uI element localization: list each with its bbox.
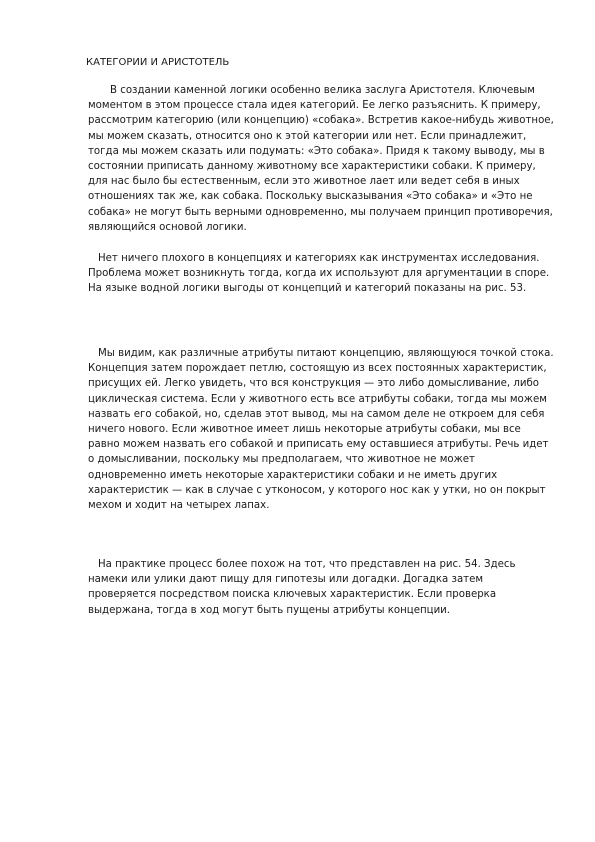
paragraph-practice-process: На практике процесс более похож на тот, что представлен на рис. 54. Здесь намеки или улики дают пищу для гипотезы или догадки. Догадка затем проверяется посредством поиска ключевых характеристик. Если проверка выдержана, тогда в ход могут быть пущены атрибуты концепции. [88,559,516,616]
document-title: КАТЕГОРИИ И АРИСТОТЕЛЬ [86,57,230,68]
paragraph-attributes-loop: Мы видим, как различные атрибуты питают концепцию, являющуюся точкой стока. Концепция затем порождает петлю, состоящую из всех постоянных характеристик, присущих ей. Легко увидеть, что вся конструкция — это либо домысливание, либо циклическая система. Если у животного есть все атрибуты собаки, тогда мы можем назвать его собакой, но, сделав этот вывод, мы на самом деле не откроем для себя ничего нового. Если животное имеет лишь некоторые атрибуты собаки, мы все равно можем назвать его собакой и приписать ему оставшиеся атрибуты. Речь идет о домысливании, поскольку мы предполагаем, что животное не может одновременно иметь некоторые характеристики собаки и не иметь других характеристик — как в случае с утконосом, у которого нос как у утки, но он покрыт мехом и ходит на четырех лапах. [88,348,554,512]
paragraph-categories-intro: В создании каменной логики особенно велика заслуга Аристотеля. Ключевым моментом в этом процессе стала идея категорий. Ее легко разъяснить. К примеру, рассмотрим категорию (или концепцию) «собака». Встретив какое-нибудь животное, мы можем сказать, относится оно к этой категории или нет. Если принадлежит, тогда мы можем сказать или подумать: «Это собака». Придя к такому выводу, мы в состоянии приписать данному животному все характеристики собаки. К примеру, для нас было бы естественным, если это животное лает или ведет себя в иных отношениях так же, как собака. Поскольку высказывания «Это собака» и «Это не собака» не могут быть верными одновременно, мы получаем принцип противоречия, являющийся основой логики. [88,85,554,233]
paragraph-concepts-tools: Нет ничего плохого в концепциях и категориях как инструментах исследования. Проблема может возникнуть тогда, когда их используют для аргументации в споре. На языке водной логики выгоды от концепций и категорий показаны на рис. 53. [88,253,550,295]
